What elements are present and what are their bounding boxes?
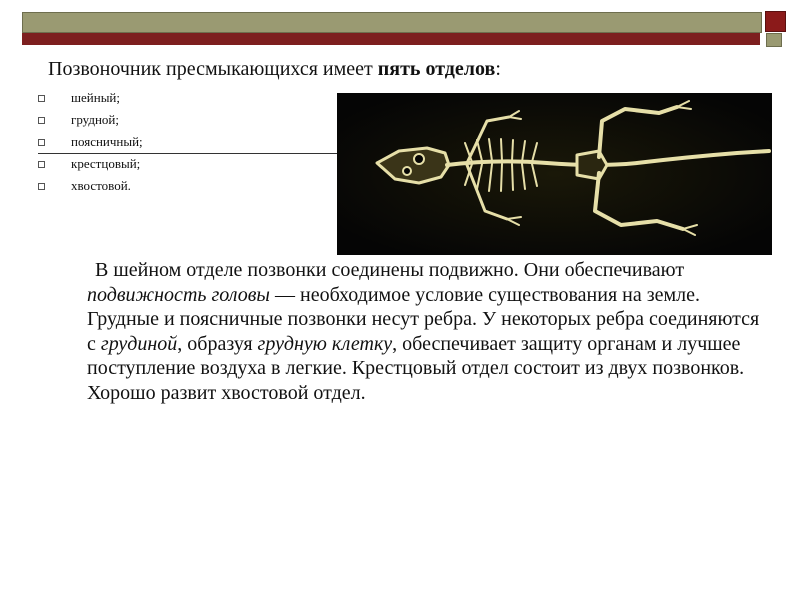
square-bullet-icon [38,117,45,124]
list-item [38,175,143,197]
paragraph-part-2: — необходимое условие существования на земле. Грудные и поясничные позвонки несут ребра. У некоторых ребра соединяются с [87,283,760,355]
corner-square-olive [766,33,782,47]
divider-line [38,153,340,154]
list-item-label: грудной; [71,112,119,127]
heading-text: Позвоночник пресмыкающихся имеет [48,58,378,80]
header-band-red [22,33,760,45]
header-band-olive [22,12,762,33]
spine-sections-list [38,87,143,197]
square-bullet-icon [38,161,45,168]
paragraph-emphasis-1: подвижность головы [87,283,270,306]
list-item-label: шейный; [71,90,120,105]
list-item [38,153,143,175]
list-item [38,131,143,153]
heading-bold: пять отделов [377,58,496,80]
lizard-skeleton-icon [337,93,772,255]
description-paragraph [87,258,767,405]
paragraph-emphasis-2: грудиной [100,332,178,355]
list-item-label: хвостовой. [71,178,131,193]
list-item-label: крестцовый; [71,156,141,171]
paragraph-part-3: , образуя [177,332,258,355]
slide-heading [48,56,748,82]
list-item-label: поясничный; [71,134,143,149]
square-bullet-icon [38,95,45,102]
heading-tail: : [495,58,501,80]
paragraph-emphasis-3: грудную клетку [257,332,393,355]
list-item [38,109,143,131]
paragraph-part-1: В шейном отделе позвонки соединены подвижно. Они обеспечивают [95,259,685,281]
square-bullet-icon [38,139,45,146]
lizard-skeleton-photo [337,93,772,255]
corner-square-red [765,11,786,32]
square-bullet-icon [38,183,45,190]
paragraph-part-4: , обеспечивает защиту органам и лучшее поступление воздуха в легкие. Крестцовый отдел состоит из двух позвонков. Хорошо развит хвостовой отдел. [87,332,745,404]
list-item [38,87,143,109]
